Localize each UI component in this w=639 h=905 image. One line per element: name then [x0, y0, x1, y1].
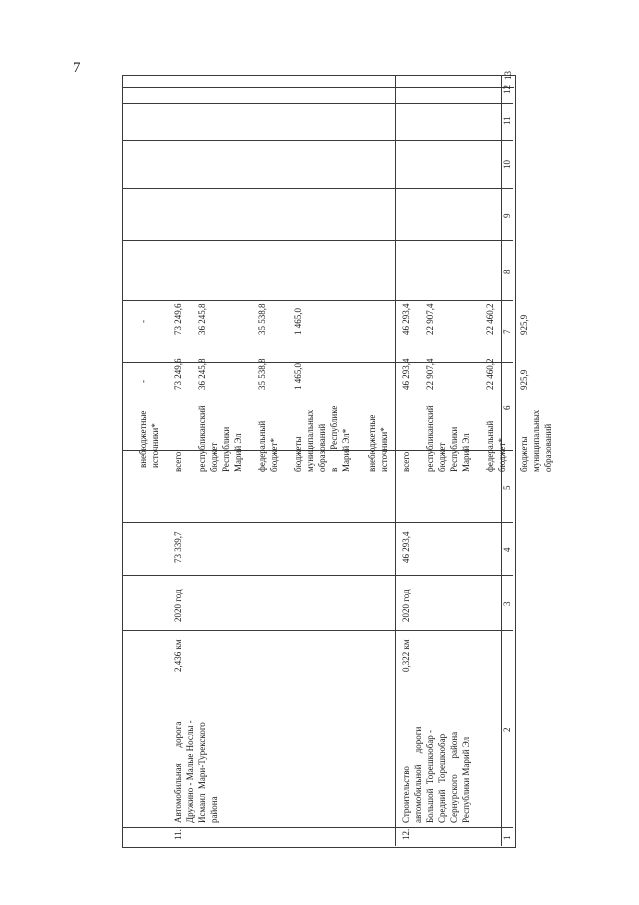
row11-municipal-7: 1 465,0 [293, 363, 303, 390]
row12-total: 46 293,4 [401, 531, 411, 563]
row12-republic-8: 22 907,4 [425, 303, 435, 335]
row11-municipal-8: 1 465,0 [293, 308, 303, 335]
row12-source-total: всего [401, 451, 411, 472]
row11-length: 2,436 км [173, 639, 183, 672]
row12-source-federal: федеральный бюджет* [485, 420, 507, 472]
row11-name: Автомобильная дорога Дружино - Малые Нослы - Исмаил Мари-Турекского района [173, 720, 219, 823]
header-col-1: 1 [502, 835, 512, 840]
row12-republic-7: 22 907,4 [425, 358, 435, 390]
header-col-4: 4 [502, 547, 512, 552]
row11-num: 11. [173, 829, 183, 840]
row12-year: 2020 год [401, 589, 411, 622]
row11-source-republic: республиканский бюджет Республики Марий Эл [197, 405, 243, 472]
header-col-9: 9 [502, 213, 512, 218]
row11-total: 73 339,7 [173, 531, 183, 563]
header-col-10: 10 [502, 160, 512, 169]
row11-source-total: всего [173, 451, 183, 472]
row12-federal-7: 22 460,2 [485, 358, 495, 390]
row12-total-7: 46 293,4 [401, 358, 411, 390]
row-separator [395, 75, 396, 846]
header-col-7: 7 [502, 329, 512, 334]
row11-federal-7: 35 538,8 [257, 358, 267, 390]
row11-year: 2020 год [173, 589, 183, 622]
header-col-2: 2 [502, 727, 512, 732]
row11-republic-8: 36 245,8 [197, 303, 207, 335]
row12-source-republic: республиканский бюджет Республики Марий Эл [425, 405, 471, 472]
header-num-13: 13 [503, 71, 513, 80]
header-col-3: 3 [502, 601, 512, 606]
header-col-6: 6 [502, 405, 512, 410]
row12-total-8: 46 293,4 [401, 303, 411, 335]
row12-num: 12. [401, 828, 411, 840]
row12-municipal-7: 925,9 [519, 369, 529, 390]
row12-federal-8: 22 460,2 [485, 303, 495, 335]
row11-source-federal: федеральный бюджет* [257, 420, 279, 472]
row12-length: 0,322 км [401, 639, 411, 672]
row11-source-extra: внебюджетные источники* [367, 414, 389, 472]
header-col-12: 12 [502, 85, 512, 94]
row11-source-municipal: бюджеты муниципальных образований в Республике Марий Эл* [293, 405, 351, 472]
row12-municipal-8: 925,9 [519, 314, 529, 335]
row11-federal-8: 35 538,8 [257, 303, 267, 335]
prev-source-label: внебюджетные источники* [138, 410, 160, 468]
row12-source-municipal: бюджеты муниципальных образований [519, 409, 553, 472]
row11-total-8: 73 249,6 [173, 303, 183, 335]
row11-total-7: 73 249,6 [173, 358, 183, 390]
row11-republic-7: 36 245,8 [197, 358, 207, 390]
header-col-5: 5 [502, 485, 512, 490]
header-col-11: 11 [502, 116, 512, 125]
prev-dash-7: - [138, 380, 148, 383]
prev-dash-8: - [138, 320, 148, 323]
page-number: 7 [73, 60, 81, 76]
header-col-8: 8 [502, 269, 512, 274]
row12-name: Строительство автомобильной дороги Большой Торешкюбар - Средний Торешкюбар Сернурского района Республики Марий Эл [401, 726, 471, 823]
